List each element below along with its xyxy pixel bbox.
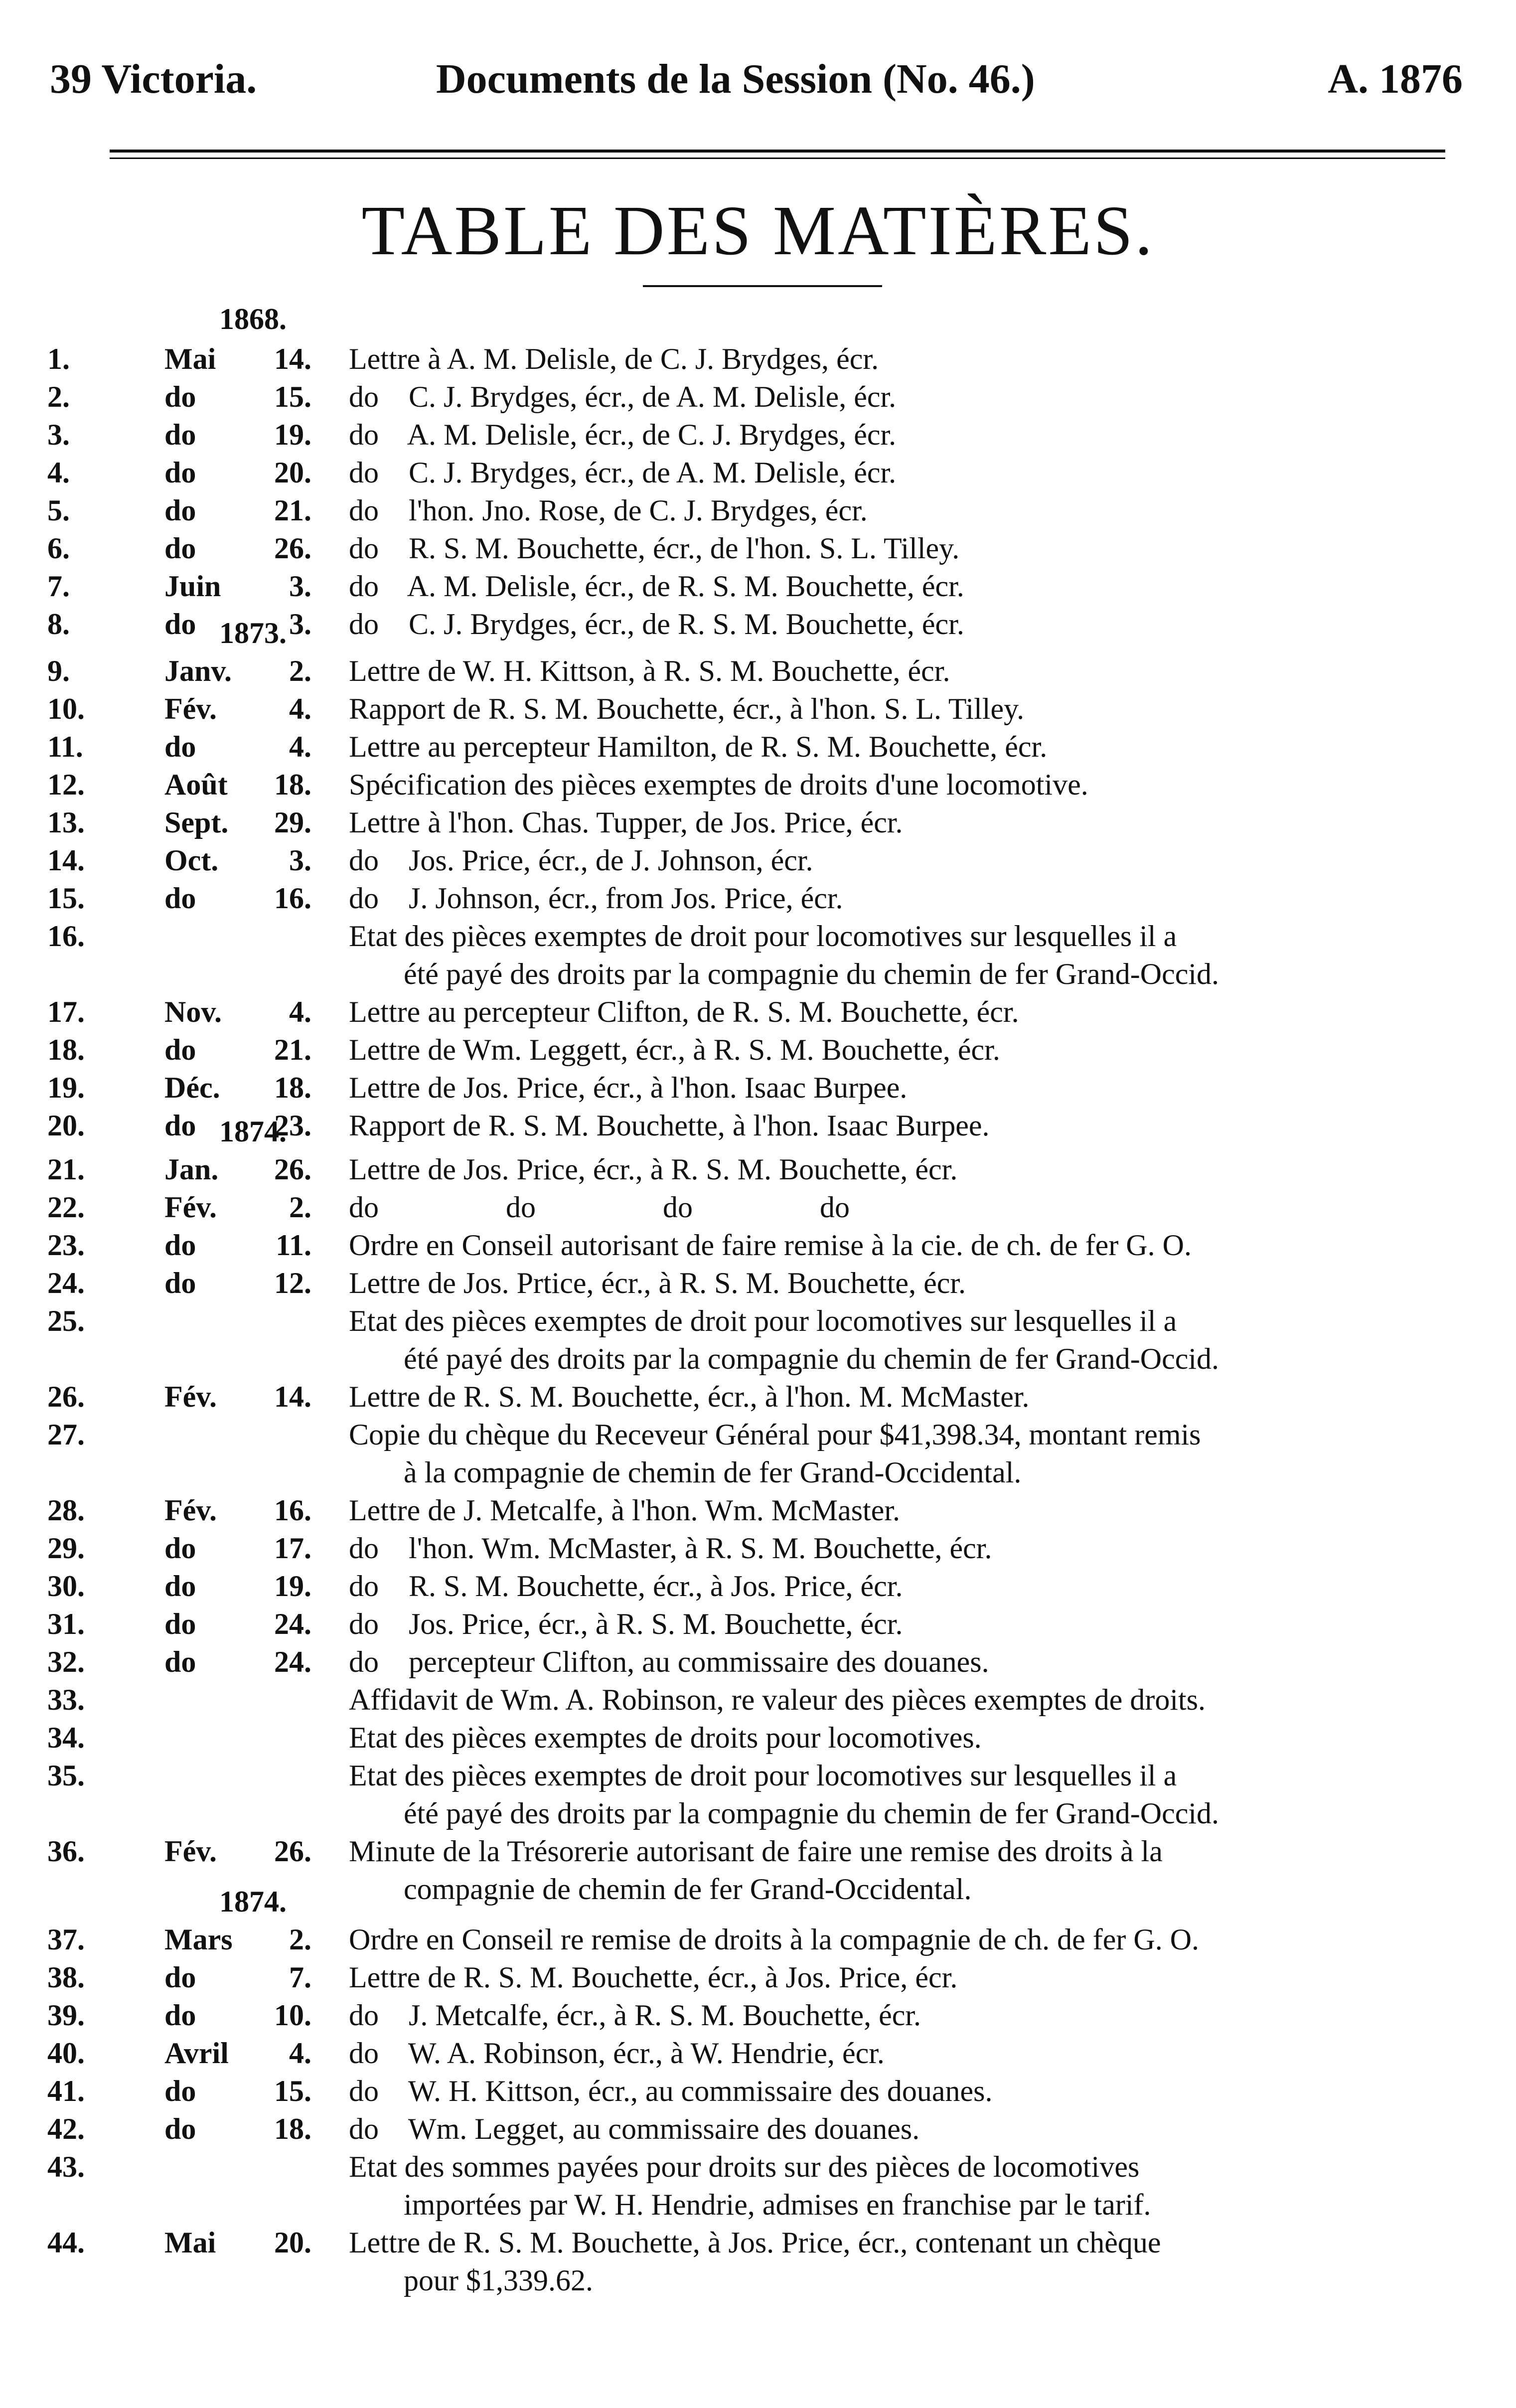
entry-day: 26. xyxy=(274,1835,311,1868)
entry-description: Lettre de J. Metcalfe, à l'hon. Wm. McMaster. xyxy=(349,1494,901,1527)
entry-description: Minute de la Trésorerie autorisant de faire une remise des droits à la xyxy=(349,1835,1163,1868)
entry-description: do Jos. Price, écr., à R. S. M. Bouchette, écr. xyxy=(349,1607,903,1640)
entry-number: 31. xyxy=(47,1607,85,1640)
entry-description: Lettre de R. S. M. Bouchette, écr., à l'hon. M. McMaster. xyxy=(349,1380,1030,1413)
entry-day: 17. xyxy=(274,1532,311,1565)
entry-number: 16. xyxy=(47,920,85,953)
entry-number: 39. xyxy=(47,1999,85,2032)
entry-number: 38. xyxy=(47,1961,85,1994)
entry-month: Déc. xyxy=(164,1071,220,1104)
entry-number: 43. xyxy=(47,2150,85,2183)
entry-description: Spécification des pièces exemptes de droits d'une locomotive. xyxy=(349,768,1088,801)
entry-number: 42. xyxy=(47,2112,85,2145)
entry-description: do R. S. M. Bouchette, écr., à Jos. Price, écr. xyxy=(349,1570,903,1603)
entry-description: Ordre en Conseil autorisant de faire remise à la cie. de ch. de fer G. O. xyxy=(349,1229,1192,1262)
entry-day: 21. xyxy=(274,1033,311,1066)
entry-day: 2. xyxy=(289,654,311,687)
entry-description: do C. J. Brydges, écr., de A. M. Delisle, écr. xyxy=(349,456,897,489)
entry-day: 18. xyxy=(274,2112,311,2145)
entry-description: do J. Johnson, écr., from Jos. Price, écr. xyxy=(349,882,843,915)
entry-number: 14. xyxy=(47,844,85,877)
entry-description: do Jos. Price, écr., de J. Johnson, écr. xyxy=(349,844,813,877)
entry-month: do xyxy=(164,2075,196,2107)
year-heading: 1868. xyxy=(219,303,287,335)
entry-month: do xyxy=(164,608,196,641)
entry-day: 23. xyxy=(274,1109,311,1142)
entry-number: 37. xyxy=(47,1923,85,1956)
entry-description: do Wm. Legget, au commissaire des douanes. xyxy=(349,2112,920,2145)
entry-number: 3. xyxy=(47,418,70,451)
entry-day: 7. xyxy=(289,1961,311,1994)
entry-month: do xyxy=(164,418,196,451)
entry-number: 26. xyxy=(47,1380,85,1413)
entry-number: 5. xyxy=(47,494,70,527)
entry-month: do xyxy=(164,1033,196,1066)
entry-month: do xyxy=(164,1645,196,1678)
entry-description: Lettre au percepteur Hamilton, de R. S. M. Bouchette, écr. xyxy=(349,730,1048,763)
page-title: TABLE DES MATIÈRES. xyxy=(361,191,1155,270)
entry-month: Fév. xyxy=(164,1835,217,1868)
entry-description: do l'hon. Jno. Rose, de C. J. Brydges, écr. xyxy=(349,494,868,527)
entry-description: Etat des pièces exemptes de droit pour locomotives sur lesquelles il a xyxy=(349,920,1177,953)
entry-number: 36. xyxy=(47,1835,85,1868)
entry-day: 20. xyxy=(274,456,311,489)
entry-number: 21. xyxy=(47,1153,85,1186)
entry-description: Lettre à l'hon. Chas. Tupper, de Jos. Price, écr. xyxy=(349,806,903,839)
entry-number: 9. xyxy=(47,654,70,687)
entry-day: 12. xyxy=(274,1267,311,1299)
entry-number: 20. xyxy=(47,1109,85,1142)
entry-number: 4. xyxy=(47,456,70,489)
entry-description: Lettre de R. S. M. Bouchette, à Jos. Price, écr., contenant un chèque xyxy=(349,2226,1161,2259)
entry-day: 14. xyxy=(274,1380,311,1413)
entry-month: do xyxy=(164,456,196,489)
entry-month: Avril xyxy=(164,2037,229,2070)
entry-description: Etat des sommes payées pour droits sur des pièces de locomotives xyxy=(349,2150,1140,2183)
entry-number: 17. xyxy=(47,995,85,1028)
entry-description: do J. Metcalfe, écr., à R. S. M. Bouchette, écr. xyxy=(349,1999,921,2032)
entry-day: 26. xyxy=(274,532,311,565)
entry-description: Etat des pièces exemptes de droit pour locomotives sur lesquelles il a xyxy=(349,1304,1177,1337)
entry-day: 26. xyxy=(274,1153,311,1186)
entry-number: 7. xyxy=(47,570,70,603)
entry-day: 19. xyxy=(274,418,311,451)
entry-month: Janv. xyxy=(164,654,232,687)
entry-month: Août xyxy=(164,768,228,801)
entry-number: 40. xyxy=(47,2037,85,2070)
entry-month: Mai xyxy=(164,2226,216,2259)
entry-day: 16. xyxy=(274,882,311,915)
entry-number: 8. xyxy=(47,608,70,641)
entry-day: 18. xyxy=(274,1071,311,1104)
entry-day: 2. xyxy=(289,1191,311,1224)
entry-number: 34. xyxy=(47,1721,85,1754)
header-center: Documents de la Session (No. 46.) xyxy=(436,56,1035,102)
entry-month: Sept. xyxy=(164,806,229,839)
entry-description: do A. M. Delisle, écr., de C. J. Brydges, écr. xyxy=(349,418,897,451)
entry-description: Rapport de R. S. M. Bouchette, à l'hon. Isaac Burpee. xyxy=(349,1109,990,1142)
entry-day: 4. xyxy=(289,692,311,725)
entry-number: 1. xyxy=(47,342,70,375)
entry-month: do xyxy=(164,1570,196,1603)
entry-description: do C. J. Brydges, écr., de A. M. Delisle, écr. xyxy=(349,380,897,413)
entry-month: do xyxy=(164,730,196,763)
year-heading: 1873. xyxy=(219,617,287,649)
entry-description: do do do do xyxy=(349,1191,850,1224)
entry-description: do percepteur Clifton, au commissaire des douanes. xyxy=(349,1645,989,1678)
entry-number: 27. xyxy=(47,1418,85,1451)
entry-day: 3. xyxy=(289,608,311,641)
entry-month: do xyxy=(164,882,196,915)
entry-description-continued: été payé des droits par la compagnie du chemin de fer Grand-Occid. xyxy=(404,1342,1219,1375)
entry-day: 10. xyxy=(274,1999,311,2032)
entry-description: Lettre de Jos. Prtice, écr., à R. S. M. Bouchette, écr. xyxy=(349,1267,966,1299)
entry-day: 19. xyxy=(274,1570,311,1603)
entry-number: 10. xyxy=(47,692,85,725)
entry-day: 2. xyxy=(289,1923,311,1956)
entry-day: 3. xyxy=(289,570,311,603)
entry-month: Jan. xyxy=(164,1153,219,1186)
entry-number: 22. xyxy=(47,1191,85,1224)
entry-month: do xyxy=(164,1229,196,1262)
entry-description: do W. H. Kittson, écr., au commissaire des douanes. xyxy=(349,2075,993,2107)
entry-month: Mai xyxy=(164,342,216,375)
entry-day: 14. xyxy=(274,342,311,375)
entry-number: 23. xyxy=(47,1229,85,1262)
entry-description: do C. J. Brydges, écr., de R. S. M. Bouchette, écr. xyxy=(349,608,964,641)
entry-description-continued: à la compagnie de chemin de fer Grand-Occidental. xyxy=(404,1456,1022,1489)
entry-month: Fév. xyxy=(164,1494,217,1527)
entry-month: do xyxy=(164,1109,196,1142)
entry-day: 15. xyxy=(274,2075,311,2107)
entry-description: do l'hon. Wm. McMaster, à R. S. M. Bouchette, écr. xyxy=(349,1532,992,1565)
entry-description-continued: compagnie de chemin de fer Grand-Occidental. xyxy=(404,1873,972,1906)
entry-description: do A. M. Delisle, écr., de R. S. M. Bouchette, écr. xyxy=(349,570,964,603)
header-right: A. 1876 xyxy=(1328,56,1463,102)
entry-description: do W. A. Robinson, écr., à W. Hendrie, écr. xyxy=(349,2037,885,2070)
entry-day: 15. xyxy=(274,380,311,413)
entry-day: 24. xyxy=(274,1645,311,1678)
entry-number: 6. xyxy=(47,532,70,565)
entry-number: 25. xyxy=(47,1304,85,1337)
entry-month: do xyxy=(164,1999,196,2032)
entry-day: 21. xyxy=(274,494,311,527)
entry-number: 44. xyxy=(47,2226,85,2259)
entry-month: Oct. xyxy=(164,844,219,877)
entry-description-continued: été payé des droits par la compagnie du chemin de fer Grand-Occid. xyxy=(404,958,1219,990)
entry-number: 41. xyxy=(47,2075,85,2107)
entry-day: 4. xyxy=(289,730,311,763)
entry-month: do xyxy=(164,1607,196,1640)
entry-description: Etat des pièces exemptes de droits pour locomotives. xyxy=(349,1721,982,1754)
entry-day: 18. xyxy=(274,768,311,801)
entry-description: do R. S. M. Bouchette, écr., de l'hon. S. L. Tilley. xyxy=(349,532,960,565)
entry-number: 32. xyxy=(47,1645,85,1678)
entry-number: 2. xyxy=(47,380,70,413)
entry-day: 11. xyxy=(276,1229,311,1262)
entry-month: Mars xyxy=(164,1923,233,1956)
entry-description: Ordre en Conseil re remise de droits à la compagnie de ch. de fer G. O. xyxy=(349,1923,1200,1956)
entry-month: do xyxy=(164,1532,196,1565)
entry-description-continued: pour $1,339.62. xyxy=(404,2264,593,2297)
entry-day: 4. xyxy=(289,995,311,1028)
year-heading: 1874. xyxy=(219,1115,287,1148)
entry-description: Lettre à A. M. Delisle, de C. J. Brydges, écr. xyxy=(349,342,879,375)
entry-day: 16. xyxy=(274,1494,311,1527)
entry-month: do xyxy=(164,494,196,527)
entry-description: Lettre de Wm. Leggett, écr., à R. S. M. Bouchette, écr. xyxy=(349,1033,1000,1066)
entry-month: Fév. xyxy=(164,1380,217,1413)
entry-month: do xyxy=(164,1961,196,1994)
entry-description: Copie du chèque du Receveur Général pour $41,398.34, montant remis xyxy=(349,1418,1201,1451)
entry-month: do xyxy=(164,380,196,413)
entry-description: Lettre de W. H. Kittson, à R. S. M. Bouchette, écr. xyxy=(349,654,950,687)
entry-number: 28. xyxy=(47,1494,85,1527)
entry-description: Rapport de R. S. M. Bouchette, écr., à l'hon. S. L. Tilley. xyxy=(349,692,1025,725)
entry-month: Fév. xyxy=(164,1191,217,1224)
entry-month: Nov. xyxy=(164,995,222,1028)
entry-number: 29. xyxy=(47,1532,85,1565)
entry-number: 12. xyxy=(47,768,85,801)
entry-day: 24. xyxy=(274,1607,311,1640)
entry-description: Affidavit de Wm. A. Robinson, re valeur des pièces exemptes de droits. xyxy=(349,1683,1206,1716)
entry-day: 20. xyxy=(274,2226,311,2259)
entry-description: Lettre de Jos. Price, écr., à l'hon. Isaac Burpee. xyxy=(349,1071,908,1104)
entry-day: 3. xyxy=(289,844,311,877)
entry-month: do xyxy=(164,2112,196,2145)
entry-number: 35. xyxy=(47,1759,85,1792)
entry-number: 13. xyxy=(47,806,85,839)
year-heading: 1874. xyxy=(219,1885,287,1918)
entry-description: Lettre de Jos. Price, écr., à R. S. M. Bouchette, écr. xyxy=(349,1153,958,1186)
entry-day: 29. xyxy=(274,806,311,839)
entry-day: 4. xyxy=(289,2037,311,2070)
entry-description: Etat des pièces exemptes de droit pour locomotives sur lesquelles il a xyxy=(349,1759,1177,1792)
entry-number: 19. xyxy=(47,1071,85,1104)
entry-month: Juin xyxy=(164,570,221,603)
entry-description-continued: été payé des droits par la compagnie du chemin de fer Grand-Occid. xyxy=(404,1797,1219,1830)
entry-month: Fév. xyxy=(164,692,217,725)
entry-number: 18. xyxy=(47,1033,85,1066)
entry-number: 33. xyxy=(47,1683,85,1716)
entry-month: do xyxy=(164,1267,196,1299)
entry-number: 15. xyxy=(47,882,85,915)
header-left: 39 Victoria. xyxy=(50,56,257,102)
entry-description-continued: importées par W. H. Hendrie, admises en franchise par le tarif. xyxy=(404,2188,1151,2221)
entry-description: Lettre de R. S. M. Bouchette, écr., à Jos. Price, écr. xyxy=(349,1961,958,1994)
entry-number: 24. xyxy=(47,1267,85,1299)
entry-number: 11. xyxy=(47,730,83,763)
entry-description: Lettre au percepteur Clifton, de R. S. M. Bouchette, écr. xyxy=(349,995,1019,1028)
entry-number: 30. xyxy=(47,1570,85,1603)
entry-month: do xyxy=(164,532,196,565)
